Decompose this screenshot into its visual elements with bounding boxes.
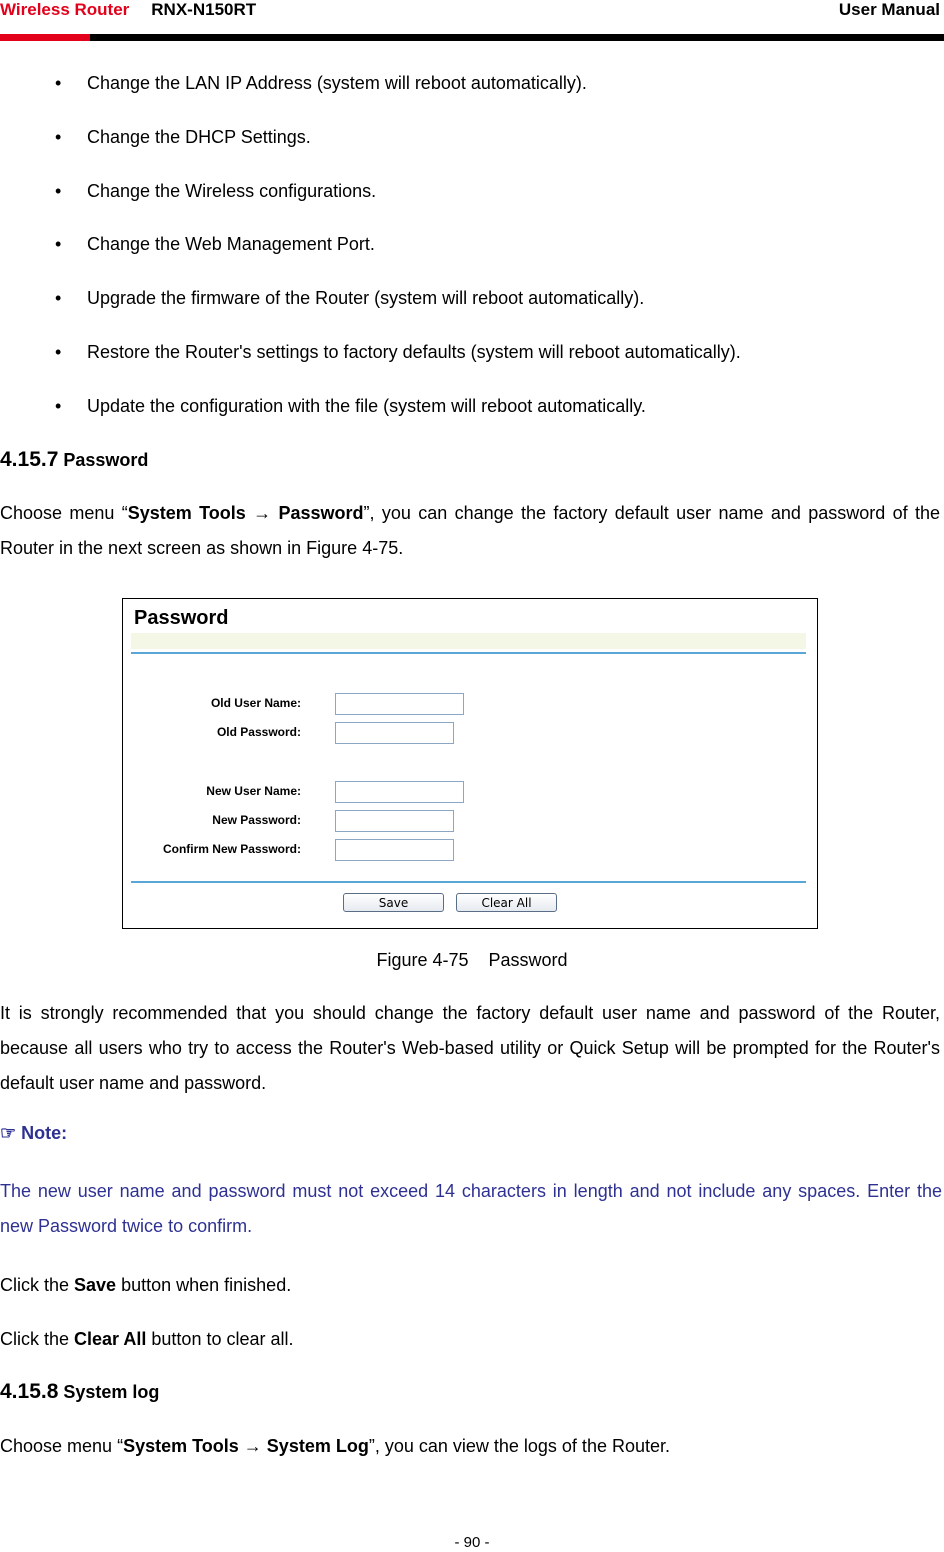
header-doc-title: User Manual [838,0,940,19]
list-item-text: Change the Wireless configurations. [87,181,377,201]
system-log-intro [0,1429,940,1464]
figure-bottom-rule [131,881,806,883]
old-password-input[interactable] [335,722,454,744]
figure-top-rule [131,652,806,654]
save-button[interactable]: Save [343,893,444,912]
confirm-password-label: Confirm New Password: [162,842,301,856]
password-screenshot [122,598,818,929]
note-heading [0,1123,67,1144]
clear-all-keyword: Clear All [74,1329,147,1349]
list-item-text: Change the DHCP Settings. [87,127,311,147]
menu-path-system-tools: System Tools [123,1436,239,1456]
intro-text: ”, you can change the factory default user name and password of the Router in the next screen as shown in Figure 4-75. [0,503,940,558]
list-item-text: Restore the Router's settings to factory defaults (system will reboot automatically). [87,342,741,362]
figure-caption: Figure 4-75 Password [376,950,568,970]
section-heading-system-log [0,1380,159,1404]
list-item [55,396,646,417]
instruction-text: button when finished. [116,1275,292,1295]
arrow-icon: → [245,503,279,523]
bullet-icon: • [55,234,62,254]
clear-all-button[interactable]: Clear All [456,893,557,912]
bullet-icon: • [55,181,62,201]
recommendation-paragraph: It is strongly recommended that you should change the factory default user name and password of the Router, because all users who try to access the Router's Web-based utility or Quick Setup will be prompted for the Router's default user name and password. [0,1003,940,1093]
intro-text: Choose menu “ [0,1436,124,1456]
bullet-icon: • [55,127,62,147]
header-rule-red [0,34,90,41]
list-item-text: Change the Web Management Port. [87,234,375,254]
list-item [55,288,644,309]
menu-path-system-log: System Log [266,1436,369,1456]
new-user-name-label: New User Name: [206,784,301,798]
list-item [55,127,311,148]
figure-title-band [131,633,806,649]
note-label: Note: [21,1123,68,1143]
list-item-text: Upgrade the firmware of the Router (system will reboot automatically). [87,288,645,308]
list-item-text: Change the LAN IP Address (system will reboot automatically). [87,73,587,93]
menu-path-system-tools: System Tools [127,503,246,523]
new-password-input[interactable] [335,810,454,832]
header-brand: Wireless Router [0,0,130,19]
bullet-icon: • [55,73,62,93]
pointing-hand-icon: ☞ [0,1123,17,1143]
save-keyword: Save [74,1275,117,1295]
section-heading-password [0,448,148,472]
click-clear-instruction [0,1322,940,1357]
page-number: - 90 - [454,1534,490,1551]
bullet-icon: • [55,342,62,362]
old-user-name-label: Old User Name: [210,696,301,710]
list-item [55,181,376,202]
bullet-icon: • [55,288,62,308]
list-item-text: Update the configuration with the file (system will reboot automatically. [87,396,646,416]
arrow-icon: → [238,1436,267,1456]
old-password-label: Old Password: [216,725,301,739]
section-number: 4.15.7 [0,448,59,471]
section-number: 4.15.8 [0,1380,59,1403]
header-left [0,0,256,20]
header-model: RNX-N150RT [151,0,257,19]
list-item [55,234,375,255]
instruction-text: Click the [0,1275,75,1295]
new-user-name-input[interactable] [335,781,464,803]
bullet-icon: • [55,396,62,416]
old-user-name-input[interactable] [335,693,464,715]
section-title: Password [63,450,149,470]
instruction-text: Click the [0,1329,75,1349]
header-rule-black [90,34,944,41]
list-item [55,73,587,94]
confirm-password-input[interactable] [335,839,454,861]
instruction-text: button to clear all. [146,1329,294,1349]
password-intro [0,496,940,566]
figure-title: Password [134,607,229,629]
list-item [55,342,741,363]
intro-text: ”, you can view the logs of the Router. [368,1436,670,1456]
new-password-label: New Password: [212,813,301,827]
click-save-instruction [0,1268,940,1303]
menu-path-password: Password [278,503,364,523]
section-title: System log [63,1382,160,1402]
note-text: The new user name and password must not exceed 14 characters in length and not include any spaces. Enter the new Password twice to confirm. [0,1181,942,1236]
intro-text: Choose menu “ [0,503,128,523]
